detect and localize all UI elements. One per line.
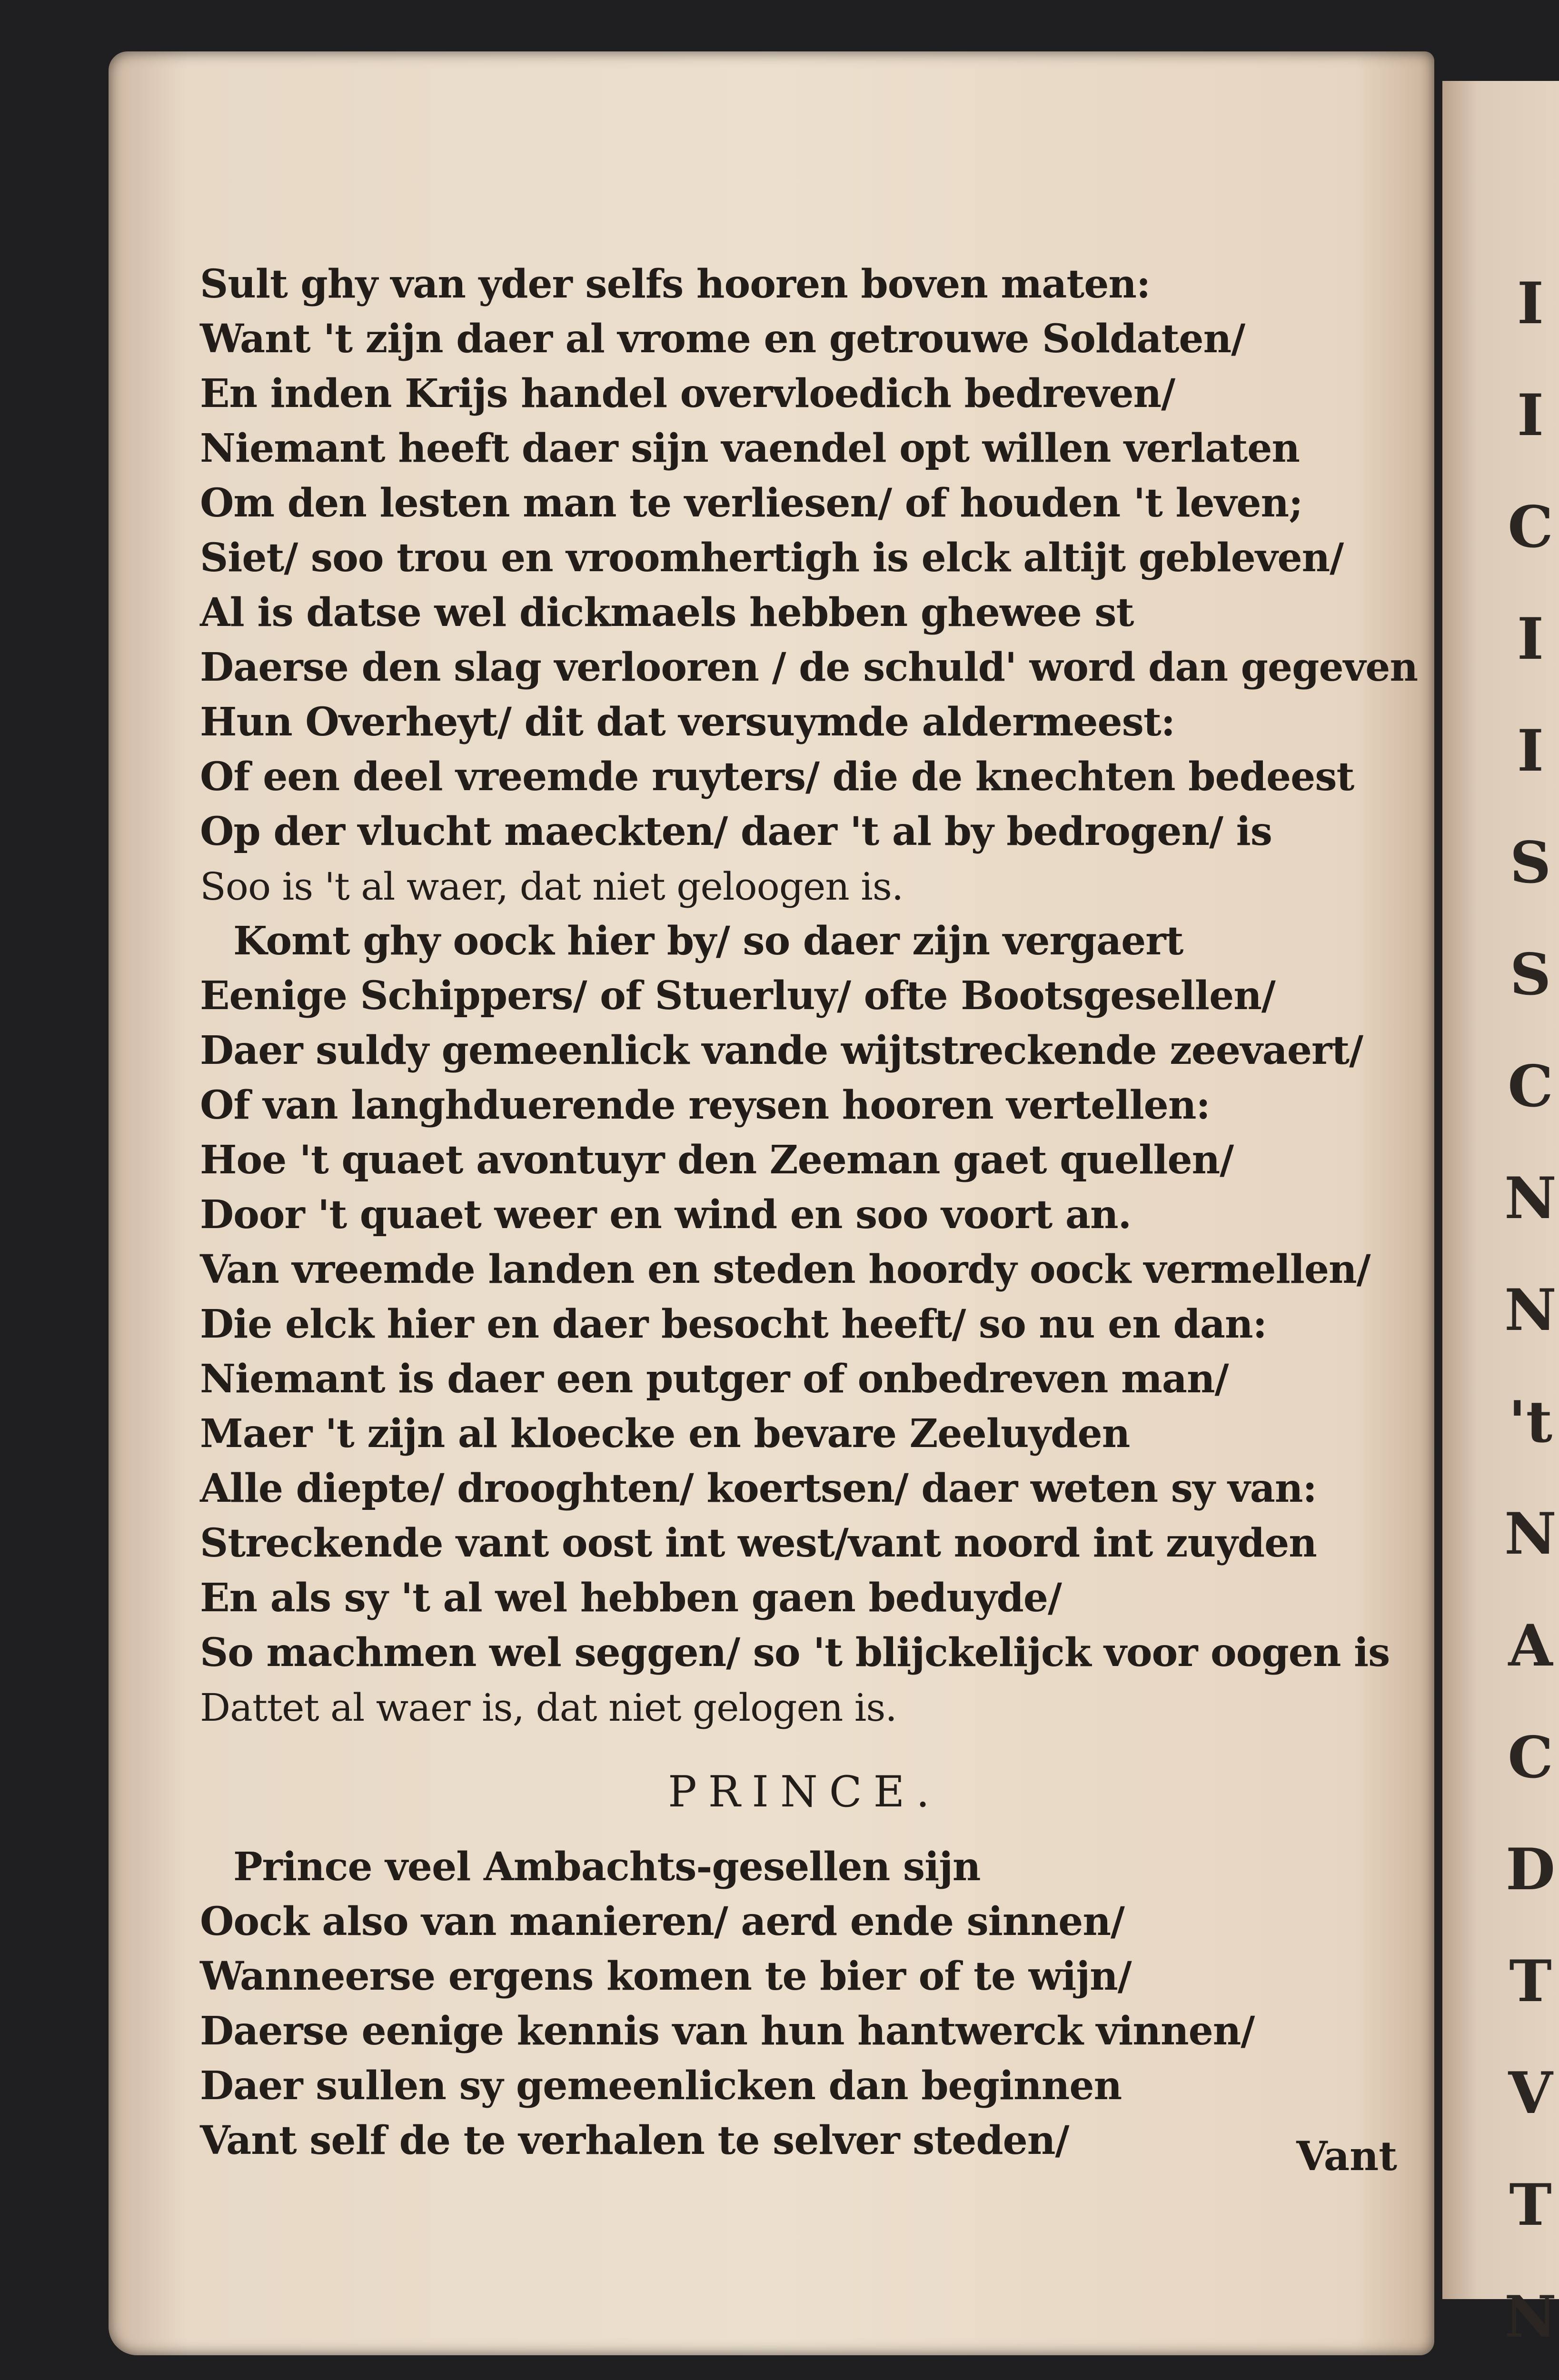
refrain-line: Soo is 't al waer, dat niet geloogen is. [200, 864, 904, 909]
next-page-letter: 't [1508, 1388, 1553, 1456]
text-line: Komt ghy oock hier by/ so daer zijn vergaert [233, 918, 1183, 964]
text-line: Al is datse wel dickmaels hebben ghewee st [200, 590, 1134, 635]
next-page-letter: N [1504, 1500, 1557, 1567]
next-page-letter: S [1509, 941, 1551, 1008]
stanza-bottom [200, 1840, 1409, 2168]
text-line: Hun Overheyt/ dit dat versuymde aldermeest: [200, 699, 1175, 745]
text-line: Siet/ soo trou en vroomhertigh is elck altijt gebleven/ [200, 535, 1344, 581]
next-page-letter: C [1508, 494, 1553, 561]
text-line: Wanneerse ergens komen te bier of te wijn/ [200, 1954, 1132, 1999]
text-line: Daerse den slag verlooren / de schuld' word dan gegeven [200, 645, 1418, 690]
next-page-letter: N [1504, 1277, 1557, 1344]
next-page-letter: I [1517, 270, 1544, 337]
text-line: Die elck hier en daer besocht heeft/ so nu en dan: [200, 1301, 1267, 1347]
text-line: Niemant is daer een putger of onbedreven man/ [200, 1356, 1229, 1402]
text-line: Hoe 't quaet avontuyr den Zeeman gaet quellen/ [200, 1137, 1234, 1183]
text-line: Door 't quaet weer en wind en soo voort an. [200, 1192, 1132, 1238]
next-page-letters [1504, 248, 1557, 2380]
next-page-letter: I [1517, 382, 1544, 449]
text-line: Op der vlucht maeckten/ daer 't al by bedrogen/ is [200, 809, 1272, 854]
next-page-letter: D [1505, 1836, 1556, 1903]
text-line: En als sy 't al wel hebben gaen beduyde/ [200, 1575, 1062, 1621]
text-line: Vant self de te verhalen te selver steden/ [200, 2118, 1069, 2163]
text-line: Sult ghy van yder selfs hooren boven maten: [200, 261, 1151, 307]
next-page-letter: N [1504, 1165, 1557, 1232]
text-line: Of van langhduerende reysen hooren vertellen: [200, 1082, 1210, 1128]
text-line: Streckende vant oost int west/vant noord int zuyden [200, 1520, 1317, 1566]
next-page-letter: S [1509, 829, 1551, 896]
refrain-line: Dattet al waer is, dat niet gelogen is. [200, 1686, 897, 1730]
text-line: Of een deel vreemde ruyters/ die de knechten bedeest [200, 754, 1354, 800]
text-line: Daer sullen sy gemeenlicken dan beginnen [200, 2063, 1122, 2109]
next-page-letter: I [1517, 605, 1544, 673]
text-line: Om den lesten man te verliesen/ of houden 't leven; [200, 480, 1303, 526]
next-page-letter: T [1509, 1948, 1552, 2015]
stanza-top [200, 257, 1418, 859]
next-page-letter: C [1508, 1724, 1553, 1791]
next-page-letter: V [1508, 2060, 1553, 2127]
next-page-letter: C [1508, 1053, 1553, 1120]
next-page-letter [1504, 2373, 1557, 2380]
text-line: Van vreemde landen en steden hoordy oock vermellen/ [200, 1247, 1370, 1292]
text-line: Niemant heeft daer sijn vaendel opt willen verlaten [200, 426, 1300, 471]
text-line: Want 't zijn daer al vrome en getrouwe Soldaten/ [200, 316, 1245, 362]
next-page-letter: T [1509, 2172, 1552, 2239]
text-line: So machmen wel seggen/ so 't blijckelijck voor oogen is [200, 1630, 1390, 1676]
catchword: Vant [1296, 2132, 1397, 2180]
next-page-letter: N [1504, 2283, 1557, 2350]
next-page-letter: A [1508, 1612, 1553, 1679]
text-line: Daer suldy gemeenlick vande wijtstreckende zeevaert/ [200, 1028, 1363, 1073]
next-page-letter: I [1517, 717, 1544, 784]
section-heading: PRINCE. [668, 1767, 941, 1817]
text-line: Oock also van manieren/ aerd ende sinnen/ [200, 1899, 1124, 1944]
text-line: Prince veel Ambachts-gesellen sijn [233, 1844, 981, 1890]
text-line: Maer 't zijn al kloecke en bevare Zeeluyden [200, 1411, 1130, 1457]
text-line: Alle diepte/ drooghten/ koertsen/ daer weten sy van: [200, 1466, 1317, 1511]
text-line: En inden Krijs handel overvloedich bedreven/ [200, 371, 1175, 416]
stanza-middle [200, 914, 1409, 1680]
text-line: Eenige Schippers/ of Stuerluy/ ofte Bootsgesellen/ [200, 973, 1275, 1019]
page-text [200, 257, 1418, 2168]
text-line: Daerse eenige kennis van hun hantwerck vinnen/ [200, 2008, 1255, 2054]
